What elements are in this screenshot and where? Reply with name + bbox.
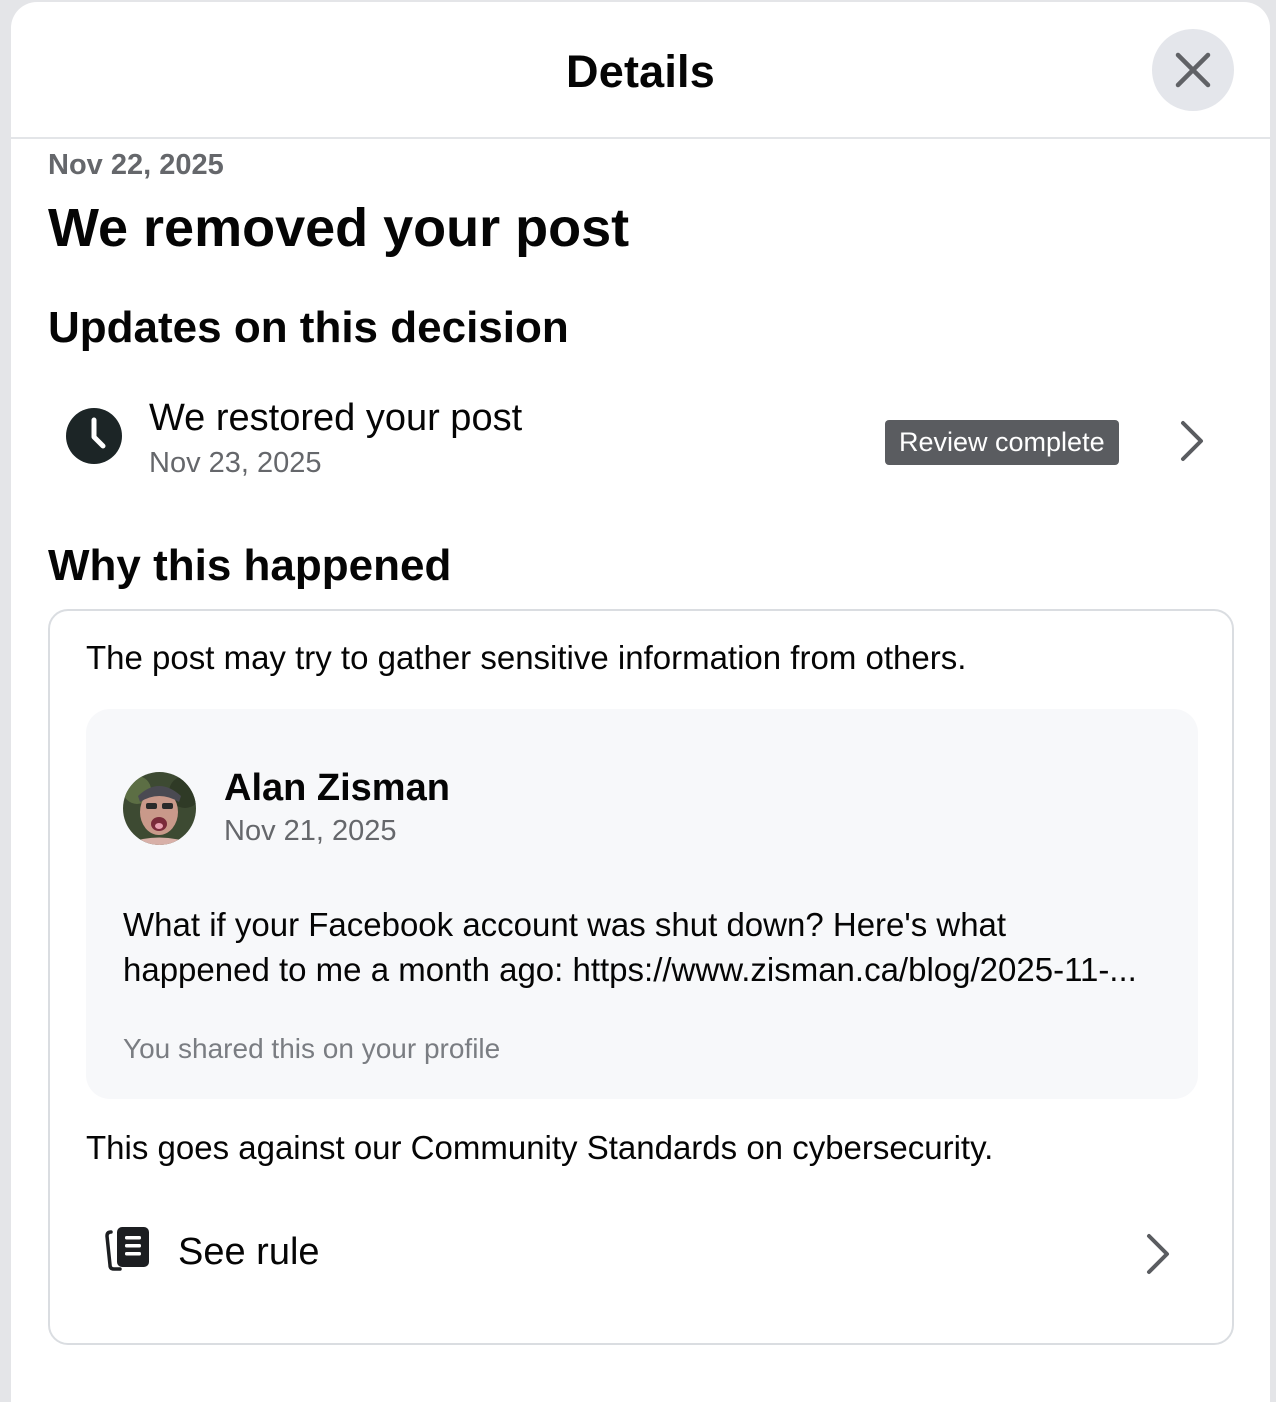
removal-date: Nov 22, 2025 [48, 149, 224, 181]
why-section-title: Why this happened [48, 541, 452, 590]
details-sheet [11, 2, 1270, 1402]
update-title: We restored your post [149, 397, 523, 439]
update-item-restored[interactable] [48, 387, 1234, 487]
post-text: What if your Facebook account was shut down? Here's what happened to me a month ago: https://www.zisman.ca/blog/2025-11-... [123, 906, 1137, 988]
update-date: Nov 23, 2025 [149, 447, 322, 479]
close-button[interactable] [1152, 29, 1234, 111]
avatar [123, 772, 196, 845]
header-title: Details [566, 46, 715, 97]
status-badge: Review complete [885, 420, 1119, 465]
book-icon [104, 1225, 152, 1273]
chevron-right-icon [1144, 1232, 1172, 1276]
reason-card [48, 609, 1234, 1345]
close-icon [1174, 51, 1212, 89]
see-rule-label: See rule [178, 1231, 320, 1273]
chevron-right-icon [1178, 419, 1206, 463]
header [11, 2, 1270, 139]
post-date: Nov 21, 2025 [224, 815, 397, 847]
clock-icon [65, 407, 123, 465]
see-rule-button[interactable] [86, 1209, 1198, 1299]
page-title: We removed your post [48, 198, 630, 258]
updates-section-title: Updates on this decision [48, 303, 569, 352]
shared-note: You shared this on your profile [123, 1033, 501, 1064]
author-name: Alan Zisman [224, 767, 450, 809]
reason-text: The post may try to gather sensitive information from others. [86, 639, 967, 676]
post-preview[interactable] [86, 709, 1198, 1099]
standards-text: This goes against our Community Standards on cybersecurity. [86, 1129, 994, 1166]
